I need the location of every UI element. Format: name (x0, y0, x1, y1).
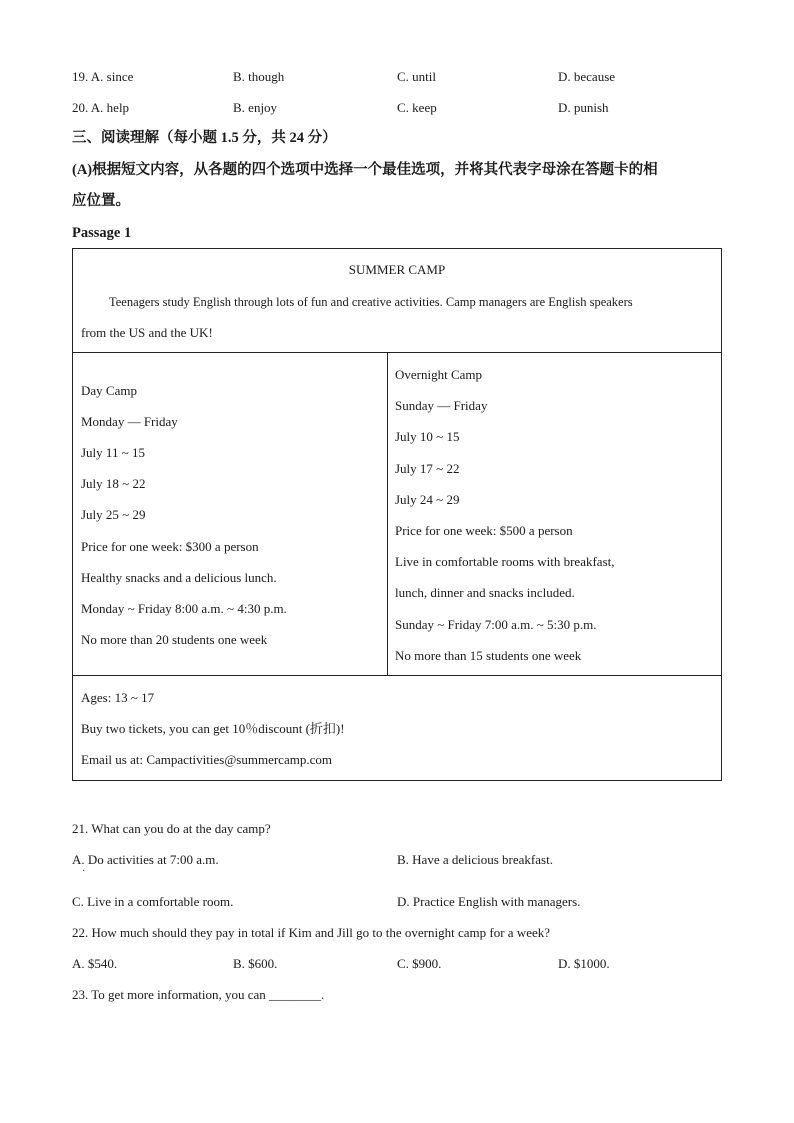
question-23-stem: 23. To get more information, you can ________. (72, 987, 325, 1002)
option-20-c: C. keep (397, 100, 437, 115)
option-19-a: 19. A. since (72, 69, 134, 84)
option-22-a: A. $540. (72, 956, 118, 971)
table-divider-top (72, 352, 722, 353)
passage-label: Passage 1 (72, 225, 132, 241)
option-21-c: C. Live in a comfortable room. (72, 894, 234, 909)
day-camp-price: Price for one week: $300 a person (81, 539, 259, 554)
camp-intro: Teenagers study English through lots of fun and creative activities. Camp managers are English speakers (109, 295, 633, 309)
option-22-c: C. $900. (397, 956, 442, 971)
day-camp-capacity: No more than 20 students one week (81, 632, 268, 647)
camp-email: Email us at: Campactivities@summercamp.com (81, 752, 332, 767)
option-22-d: D. $1000. (558, 956, 610, 971)
day-camp-session: July 18 ~ 22 (81, 476, 146, 491)
option-20-d: D. punish (558, 100, 609, 115)
option-21-a: A. Do activities at 7:00 a.m. (72, 852, 219, 867)
option-20-b: B. enjoy (233, 100, 278, 115)
camp-discount: Buy two tickets, you can get 10％discount (折扣)! (81, 721, 345, 736)
overnight-camp-hours: Sunday ~ Friday 7:00 a.m. ~ 5:30 p.m. (395, 617, 597, 632)
option-19-b: B. though (233, 69, 285, 84)
overnight-camp-meals: lunch, dinner and snacks included. (395, 585, 575, 600)
camp-ages: Ages: 13 ~ 17 (81, 690, 155, 705)
camp-intro-cont: from the US and the UK! (81, 325, 213, 340)
option-19-d: D. because (558, 69, 616, 84)
camp-title: SUMMER CAMP (348, 262, 446, 277)
overnight-camp-price: Price for one week: $500 a person (395, 523, 573, 538)
day-camp-hours: Monday ~ Friday 8:00 a.m. ~ 4:30 p.m. (81, 601, 287, 616)
day-camp-meals: Healthy snacks and a delicious lunch. (81, 570, 277, 585)
day-camp-days: Monday — Friday (81, 414, 178, 429)
table-column-divider (387, 352, 388, 676)
day-camp-heading: Day Camp (81, 383, 137, 398)
section-instruction: (A)根据短文内容，从各题的四个选项中选择一个最佳选项，并将其代表字母涂在答题卡的相 (72, 162, 658, 178)
overnight-camp-capacity: No more than 15 students one week (395, 648, 582, 663)
overnight-camp-days: Sunday — Friday (395, 398, 488, 413)
option-21-d: D. Practice English with managers. (397, 894, 581, 909)
overnight-camp-session: July 17 ~ 22 (395, 461, 460, 476)
option-20-a: 20. A. help (72, 100, 130, 115)
option-22-b: B. $600. (233, 956, 278, 971)
option-21-b: B. Have a delicious breakfast. (397, 852, 553, 867)
overnight-camp-session: July 24 ~ 29 (395, 492, 460, 507)
table-divider-bottom (72, 675, 722, 676)
overnight-camp-heading: Overnight Camp (395, 367, 483, 382)
stray-dot: · (82, 866, 86, 877)
day-camp-session: July 11 ~ 15 (81, 445, 145, 460)
option-19-c: C. until (397, 69, 437, 84)
section-heading: 三、阅读理解（每小题 1.5 分，共 24 分） (72, 130, 337, 146)
day-camp-session: July 25 ~ 29 (81, 507, 146, 522)
question-22-stem: 22. How much should they pay in total if Kim and Jill go to the overnight camp for a week? (72, 925, 551, 940)
question-21-stem: 21. What can you do at the day camp? (72, 821, 271, 836)
section-instruction-cont: 应位置。 (72, 193, 130, 209)
overnight-camp-rooms: Live in comfortable rooms with breakfast, (395, 554, 615, 569)
overnight-camp-session: July 10 ~ 15 (395, 429, 460, 444)
